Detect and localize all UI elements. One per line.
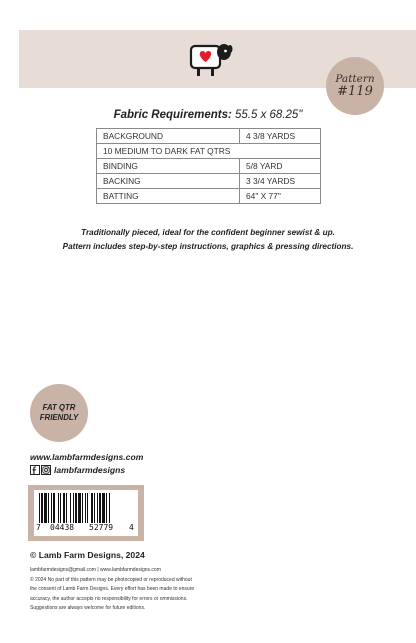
table-cell-item: BINDING [97,159,240,174]
fine-print [30,566,230,614]
facebook-icon[interactable] [30,465,40,475]
barcode-digit: 4 [129,523,134,532]
table-cell-amount: 5/8 YARD [240,159,321,174]
barcode-bar [44,493,47,523]
barcode-bar [41,493,43,523]
barcode-bar [70,493,71,523]
pattern-description [0,226,416,254]
barcode-bar [60,493,61,523]
sheep-heart-icon [187,40,233,80]
fabric-requirements-table [96,128,321,204]
barcode-bar [87,493,88,523]
barcode-bar [73,493,74,523]
barcode-bar [97,493,98,523]
copyright-notice: © Lamb Farm Designs, 2024 [30,550,145,560]
fabric-requirements-title [0,109,416,121]
table-cell-item: BATTING [97,189,240,204]
table-row [97,174,321,189]
barcode-bar [85,493,86,523]
pattern-number-badge [326,57,384,115]
table-row [97,144,321,159]
barcode-bar [99,493,101,523]
fine-print-line: lambfarmdesigns@gmail.com | www.lambfarmdesigns.com [30,567,161,573]
fat-badge-line: FRIENDLY [39,413,79,422]
pattern-badge-label: Pattern [335,72,375,85]
instagram-icon[interactable] [41,465,51,475]
table-cell-amount: 4 3/8 YARDS [240,129,321,144]
barcode-bar [51,493,52,523]
fabric-requirements-label: Fabric Requirements: [113,109,232,121]
barcode-bar [58,493,59,523]
barcode-bar [53,493,55,523]
description-line: Pattern includes step-by-step instructions, graphics & pressing directions. [62,242,354,251]
table-cell-amount: 3 3/4 YARDS [240,174,321,189]
fine-print-line: the consent of Lamb Farm Designs. Every effort has been made to ensure [30,586,195,593]
website-link[interactable]: www.lambfarmdesigns.com [30,452,144,462]
fine-print-line: Suggestions are always welcome for future editions. [30,605,146,612]
barcode-bar [39,493,40,523]
social-handle-text: lambfarmdesigns [54,465,126,475]
barcode-bar [94,493,95,523]
table-row [97,129,321,144]
table-cell-item: BACKGROUND [97,129,240,144]
barcode-bar [78,493,81,523]
barcode-digits: 04438 [50,523,75,532]
fine-print-line: accuracy, the author accepts no responsibility for errors or ommissions. [30,595,188,602]
barcode-bar [75,493,77,523]
barcode-bar [82,493,83,523]
description-line: Traditionally pieced, ideal for the confident beginner sewist & up. [81,228,335,237]
barcode-bar [106,493,107,523]
table-cell-item: BACKING [97,174,240,189]
barcode-bar [63,493,65,523]
barcode-bar [109,493,110,523]
table-cell-amount: 64" X 77" [240,189,321,204]
barcode-digit: 7 [36,523,41,532]
barcode-digits: 52779 [89,523,114,532]
barcode-bars [37,493,135,523]
pattern-badge-number: #119 [337,83,373,99]
fat-quarter-friendly-badge [30,384,88,442]
fine-print-line: © 2024 No part of this pattern may be photocopied or reproduced without [30,576,192,583]
barcode-bar [91,493,93,523]
barcode-bar [66,493,67,523]
upc-barcode [34,490,138,536]
barcode-bar [102,493,105,523]
finished-size: 55.5 x 68.25" [235,109,303,121]
table-row [97,159,321,174]
social-handle[interactable] [30,465,125,475]
barcode-bar [48,493,49,523]
table-cell-item: 10 MEDIUM TO DARK FAT QTRS [97,144,321,159]
fat-badge-line: FAT QTR [42,403,76,413]
table-row [97,189,321,204]
